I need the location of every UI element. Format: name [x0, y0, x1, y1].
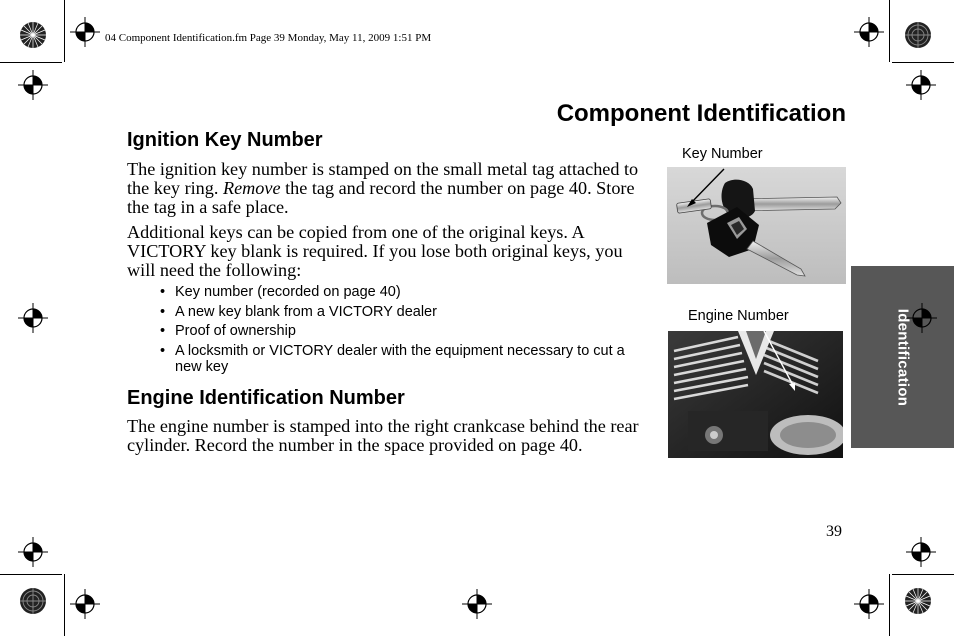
list-item-text: Proof of ownership [175, 323, 296, 340]
requirements-list [160, 284, 650, 378]
registration-crosshair-icon [906, 537, 936, 567]
list-item-text: Key number (recorded on page 40) [175, 284, 401, 300]
list-item-text: A locksmith or VICTORY dealer with the equipment necessary to cut a new key [175, 342, 625, 375]
para1-text-start: The ignition key number is stamped on the small metal tag attached to the key ring. [127, 159, 639, 198]
registration-crosshair-icon [906, 70, 936, 100]
list-item [160, 323, 650, 339]
registration-starburst-icon [18, 586, 48, 616]
bullet-symbol: • [160, 284, 166, 300]
registration-crosshair-icon [70, 17, 100, 47]
list-item [160, 343, 650, 375]
key-number-caption: Key Number [682, 146, 763, 162]
engine-number-caption: Engine Number [688, 308, 789, 324]
ignition-paragraph-2: Additional keys can be copied from one of the original keys. A VICTORY key blank is required. If you lose both original keys, you will need the following: [127, 222, 623, 280]
key-photo [667, 167, 846, 284]
crop-line [892, 574, 954, 575]
page-number: 39 [826, 523, 842, 540]
list-item [160, 284, 650, 300]
crop-line [0, 62, 62, 63]
engine-paragraph: The engine number is stamped into the right crankcase behind the rear cylinder. Record the number in the space provided on page 40. [127, 416, 639, 455]
registration-crosshair-icon [18, 303, 48, 333]
engine-photo [668, 331, 843, 458]
file-info-header: 04 Component Identification.fm Page 39 Monday, May 11, 2009 1:51 PM [105, 32, 432, 44]
crop-line [0, 574, 62, 575]
bullet-symbol: • [160, 323, 166, 340]
crop-line [64, 574, 65, 636]
registration-starburst-icon [18, 20, 48, 50]
registration-crosshair-icon [462, 589, 492, 619]
registration-crosshair-icon [854, 589, 884, 619]
registration-crosshair-icon [854, 17, 884, 47]
ignition-key-heading: Ignition Key Number [127, 129, 323, 151]
engine-id-heading: Engine Identification Number [127, 387, 405, 409]
crop-line [889, 0, 890, 62]
registration-crosshair-icon [70, 589, 100, 619]
crop-line [64, 0, 65, 62]
bullet-symbol: • [160, 342, 166, 359]
bullet-symbol: • [160, 303, 166, 320]
page-title: Component Identification [556, 100, 846, 127]
registration-crosshair-icon [18, 537, 48, 567]
para1-italic: Remove [222, 178, 281, 198]
registration-starburst-icon [903, 586, 933, 616]
side-tab-text: Identification [893, 308, 911, 406]
registration-crosshair-icon [18, 70, 48, 100]
registration-starburst-icon [903, 20, 933, 50]
para1-text-end: the tag and record the number on page 40. Store the tag in a safe place. [127, 178, 635, 217]
side-tab-label [851, 266, 954, 448]
section-side-tab [851, 266, 954, 448]
crop-line [889, 574, 890, 636]
list-item [160, 304, 650, 320]
registration-crosshair-icon [907, 303, 937, 333]
list-item-text: A new key blank from a VICTORY dealer [175, 303, 437, 320]
crop-line [892, 62, 954, 63]
ignition-paragraph-1 [127, 160, 647, 217]
